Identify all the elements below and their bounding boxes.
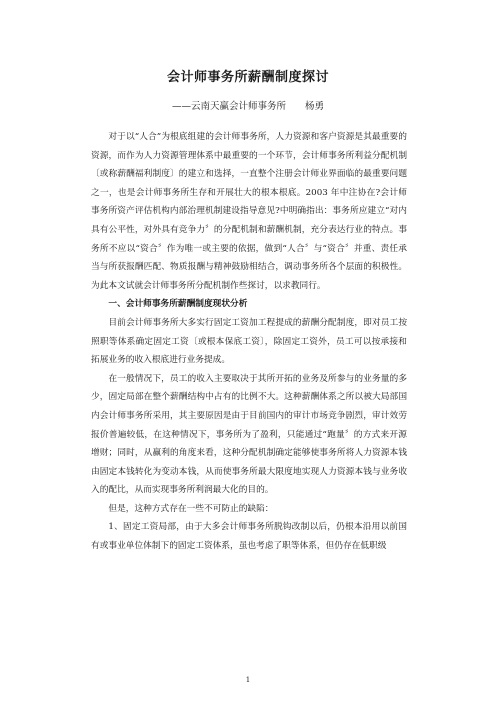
- document-body: [91, 128, 407, 556]
- paragraph: 目前会计师事务所大多实行固定工资加工程提成的薪酬分配制度，即对员工按照职等体系确定固定工资〔或根本保底工资〕，除固定工资外，员工可以按承接和拓展业务的收入根底进行业务提成。: [91, 317, 407, 366]
- paragraph: 但是，这种方式存在一些不可防止的缺陷：: [108, 503, 274, 514]
- page-number: 1: [245, 676, 251, 684]
- paragraph: 在一般情况下，员工的收入主要取决于其所开拓的业务及所参与的业务量的多少，固定局部在整个薪酬结构中占有的比例不大。这种薪酬体系之所以被大局部国内会计师事务所采用，其主要原因是由于目前国内的审计市场竞争剧烈，审计效劳报价普遍较低，在这种情况下，事务所为了盈利，只能通过“跑量〞的方式来开源增财；同时，从赢利的角度来看，这种分配机制确定能够使事务所将人力资源本钱由固定本钱转化为变动本钱，从而使事务所最大限度地实现人力资源本钱与业务收入的配比，从而实现事务所利润最大化的目的。: [91, 373, 407, 496]
- paragraph: 1、固定工资局部，由于大多会计师事务所脱钩改制以后，仍根本沿用以前国有或事业单位体制下的固定工资体系，虽也考虑了职等体系，但仍存在低职级: [91, 522, 407, 552]
- document-title: 会计师事务所薪酬制度探讨: [166, 70, 329, 85]
- section-heading: 一、会计师事务所薪酬制度现状分析: [108, 299, 248, 310]
- document-subtitle: ——云南天赢会计师事务所 杨勇: [171, 101, 324, 112]
- paragraph-intro: 对于以“人合”为根底组建的会计师事务所，人力资源和客户资源是其最重要的资源，而作为人力资源管理体系中最重要的一个环节，会计师事务所利益分配机制〔或称薪酬福利制度〕的建立和选择，一直整个注册会计师业界面临的最重要问题之一，也是会计师事务所生存和开展壮大的根本根底。2003 年中注协在?会计师事务所资产评估机构内部治理机制建设指导意见?中明确指出：事务所应建立“对内具有公平性，对外具有竞争力〞的分配机制和薪酬机制，充分表达行业的特点。事务所不应以“资合〞作为唯一或主要的依据，做到“人合〞与“资合〞并重、责任承当与所获报酬匹配、物质报酬与精神鼓励相结合，调动事务所各个层面的积极性。为此本文试就会计师事务所分配机制作些探讨，以求教同行。: [91, 132, 407, 291]
